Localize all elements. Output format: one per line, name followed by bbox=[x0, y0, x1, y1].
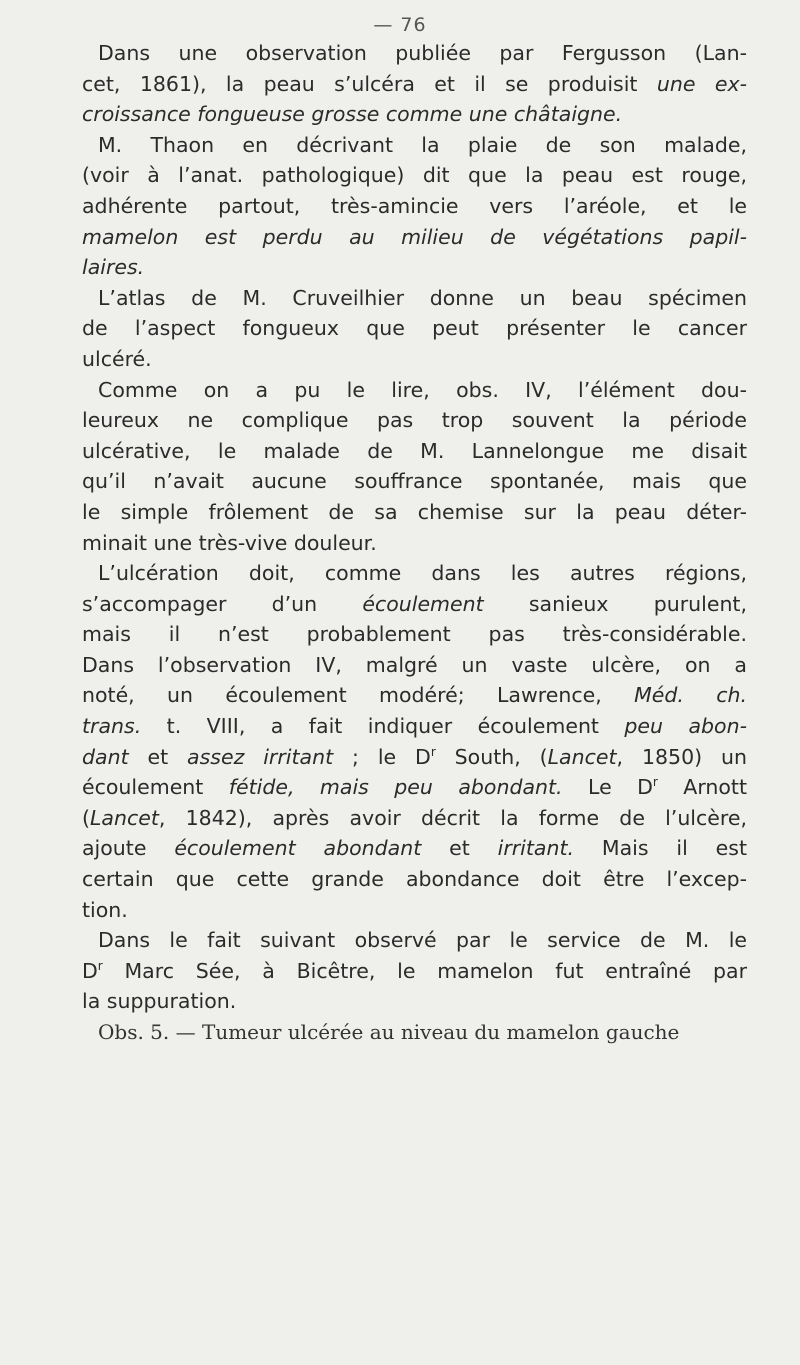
text-line: qu’il n’avait aucune souffrance spontanée, mais que bbox=[82, 469, 747, 494]
text-line: Comme on a pu le lire, obs. IV, l’élément dou- bbox=[98, 377, 747, 402]
text-line: $D^r$ Marc Sée, à Bicêtre, le mamelon fut entraîné par bbox=[82, 958, 747, 983]
text-line: écoulement fétide, mais peu abondant. Le $D^r$ Arnott bbox=[82, 775, 748, 800]
observation-heading: Obs. 5. — Tumeur ulcérée au niveau du mamelon gauche bbox=[98, 1020, 680, 1044]
text-line: Dans une observation publiée par Fergusson (Lan- bbox=[98, 41, 747, 65]
text-line: Dans l’observation IV, malgré un vaste ulcère, on a bbox=[82, 652, 747, 677]
text-line: laires. bbox=[82, 255, 145, 280]
text-line: M. Thaon en décrivant la plaie de son malade, bbox=[98, 132, 747, 157]
page-number: — 76 bbox=[373, 14, 427, 36]
text-line: la suppuration. bbox=[82, 989, 237, 1014]
text-line: (Lancet, 1842), après avoir décrit la forme de l’ulcère, bbox=[82, 805, 747, 830]
text-line: trans. t. VIII, a fait indiquer écoulement peu abon- bbox=[82, 714, 747, 739]
text-line: adhérente partout, très-amincie vers l’aréole, et le bbox=[82, 193, 747, 218]
text-line: s’accompager d’un écoulement sanieux purulent, bbox=[82, 591, 747, 616]
text-line: certain que cette grande abondance doit être l’excep- bbox=[82, 867, 747, 892]
text-line: ulcéré. bbox=[82, 346, 152, 371]
text-line: croissance fongueuse grosse comme une châtaigne. bbox=[82, 102, 623, 127]
text-line: tion. bbox=[82, 897, 128, 922]
text-line: ulcérative, le malade de M. Lannelongue me disait bbox=[82, 438, 747, 463]
text-line: le simple frôlement de sa chemise sur la peau déter- bbox=[82, 499, 747, 524]
text-line: noté, un écoulement modéré; Lawrence, Méd. ch. bbox=[82, 683, 748, 708]
text-line: minait une très-vive douleur. bbox=[82, 530, 377, 555]
text-line: ajoute écoulement abondant et irritant. Mais il est bbox=[82, 836, 747, 861]
text-line: dant et assez irritant ; le $D^r$ South, (Lancet, 1850) un bbox=[82, 744, 748, 769]
text-line: L’atlas de M. Cruveilhier donne un beau spécimen bbox=[98, 285, 747, 310]
text-line: Dans le fait suivant observé par le service de M. le bbox=[98, 928, 747, 953]
body-text bbox=[82, 38, 747, 1048]
text-line: mais il n’est probablement pas très-considérable. bbox=[82, 622, 747, 647]
text-line: (voir à l’anat. pathologique) dit que la peau est rouge, bbox=[82, 163, 747, 188]
text-line: mamelon est perdu au milieu de végétations papil- bbox=[82, 224, 747, 249]
text-line: L’ulcération doit, comme dans les autres régions, bbox=[98, 561, 747, 586]
text-line: de l’aspect fongueux que peut présenter le cancer bbox=[82, 316, 747, 341]
text-line: cet, 1861), la peau s’ulcéra et il se produisit une ex- bbox=[82, 71, 747, 96]
text-line: leureux ne complique pas trop souvent la période bbox=[82, 408, 747, 433]
